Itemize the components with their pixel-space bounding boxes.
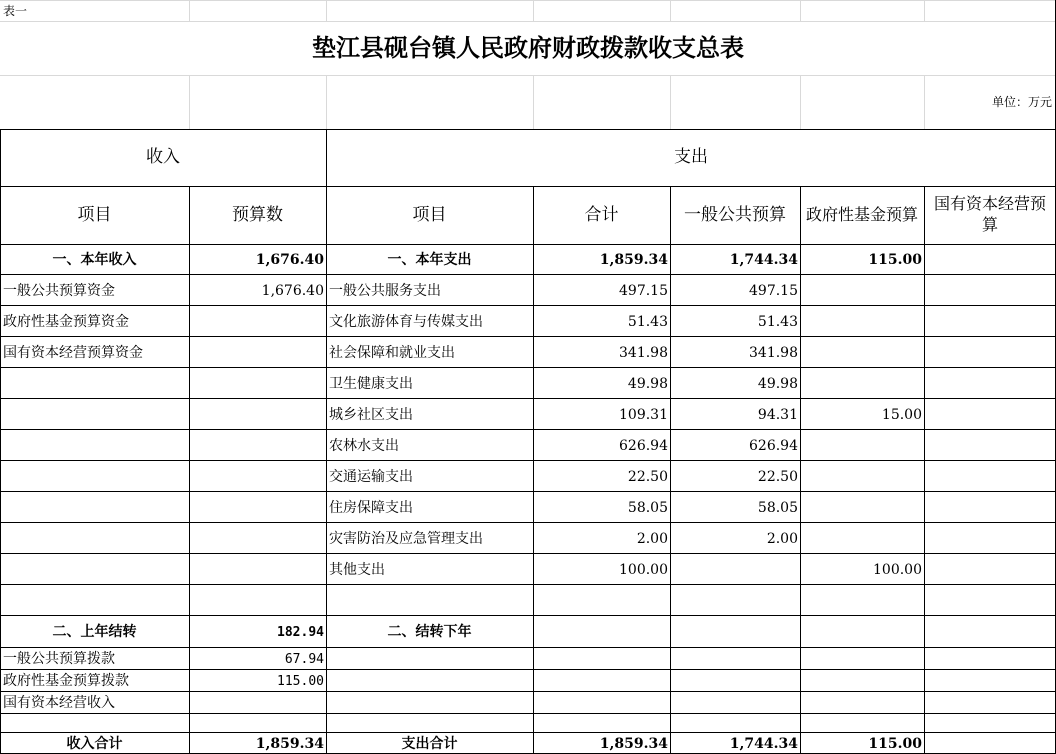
expense-total-cell[interactable]: 626.94	[619, 437, 668, 454]
income-amount-cell[interactable]	[189, 430, 326, 461]
general-budget-amount-cell[interactable]	[670, 670, 800, 692]
fund-budget-amount-cell[interactable]	[800, 585, 924, 616]
capital-budget-amount-cell[interactable]	[924, 670, 1056, 692]
income-item-cell[interactable]	[0, 368, 189, 399]
income-item-header[interactable]: 项目	[77, 204, 112, 225]
expense-total-cell[interactable]	[533, 692, 670, 714]
expense-total-cell[interactable]: 497.15	[619, 282, 668, 299]
expense-total-cell[interactable]: 22.50	[627, 468, 668, 485]
capital-budget-amount-cell[interactable]	[924, 714, 1056, 733]
expense-total-cell[interactable]	[533, 714, 670, 733]
expense-item-cell[interactable]: 文化旅游体育与传媒支出	[329, 313, 483, 330]
expense-item-cell[interactable]	[326, 670, 533, 692]
income-header[interactable]: 收入	[146, 147, 180, 167]
income-item-cell[interactable]	[0, 585, 189, 616]
income-item-cell[interactable]: 政府性基金预算资金	[3, 313, 129, 330]
income-amount-cell[interactable]	[189, 554, 326, 585]
unit-label[interactable]: 单位：万元	[991, 95, 1052, 109]
income-amount-cell[interactable]	[189, 368, 326, 399]
expense-total-cell[interactable]	[533, 670, 670, 692]
expense-item-cell[interactable]: 住房保障支出	[329, 499, 413, 516]
expense-header[interactable]: 支出	[674, 147, 708, 167]
income-amount-cell[interactable]	[189, 337, 326, 368]
expense-total-cell[interactable]: 51.43	[627, 313, 668, 330]
expense-item-cell[interactable]: 社会保障和就业支出	[329, 344, 455, 361]
capital-budget-amount-cell[interactable]	[924, 733, 1056, 754]
income-amount-cell[interactable]: 67.94	[284, 651, 324, 667]
fund-budget-amount-cell[interactable]	[800, 670, 924, 692]
income-item-cell[interactable]	[0, 523, 189, 554]
general-budget-amount-cell[interactable]: 2.00	[766, 530, 798, 547]
capital-budget-amount-cell[interactable]	[924, 306, 1056, 337]
expense-total-cell[interactable]: 109.31	[619, 406, 668, 423]
capital-budget-amount-cell[interactable]	[924, 648, 1056, 670]
income-item-cell[interactable]: 二、上年结转	[52, 624, 137, 640]
fund-budget-amount-cell[interactable]	[800, 275, 924, 306]
fund-budget-amount-cell[interactable]: 115.00	[868, 251, 922, 268]
capital-budget-amount-cell[interactable]	[924, 244, 1056, 275]
sheet-title[interactable]: 垫江县砚台镇人民政府财政拨款收支总表	[312, 33, 744, 62]
expense-total-cell[interactable]: 341.98	[619, 344, 668, 361]
fund-budget-amount-cell[interactable]	[800, 306, 924, 337]
income-item-cell[interactable]: 一般公共预算拨款	[3, 651, 115, 667]
fund-budget-amount-cell[interactable]	[800, 523, 924, 554]
expense-total-cell[interactable]: 58.05	[627, 499, 668, 516]
capital-budget-amount-cell[interactable]	[924, 399, 1056, 430]
expense-total-cell[interactable]: 2.00	[636, 530, 668, 547]
fund-budget-amount-cell[interactable]	[800, 648, 924, 670]
fund-budget-amount-cell[interactable]	[800, 692, 924, 714]
capital-budget-amount-cell[interactable]	[924, 368, 1056, 399]
expense-item-cell[interactable]	[326, 585, 533, 616]
expense-item-cell[interactable]: 灾害防治及应急管理支出	[329, 530, 483, 547]
expense-item-cell[interactable]: 一、本年支出	[387, 251, 472, 268]
general-budget-amount-cell[interactable]: 1,744.34	[729, 735, 798, 752]
expense-total-cell[interactable]: 49.98	[627, 375, 668, 392]
income-amount-cell[interactable]: 1,676.40	[261, 282, 324, 299]
income-amount-cell[interactable]: 1,859.34	[255, 735, 324, 752]
expense-item-cell[interactable]: 一般公共服务支出	[329, 282, 441, 299]
income-amount-cell[interactable]: 1,676.40	[255, 251, 324, 268]
income-item-cell[interactable]: 政府性基金预算拨款	[3, 673, 129, 689]
fund-budget-amount-cell[interactable]: 15.00	[881, 406, 922, 423]
income-amount-cell[interactable]: 115.00	[277, 673, 324, 689]
expense-item-cell[interactable]: 卫生健康支出	[329, 375, 413, 392]
capital-budget-amount-cell[interactable]	[924, 692, 1056, 714]
general-budget-amount-cell[interactable]: 1,744.34	[729, 251, 798, 268]
income-amount-cell[interactable]	[189, 692, 326, 714]
income-item-cell[interactable]	[0, 714, 189, 733]
fund-budget-header[interactable]: 政府性基金预算	[806, 204, 918, 224]
expense-total-header[interactable]: 合计	[584, 204, 619, 225]
expense-item-cell[interactable]: 交通运输支出	[329, 468, 413, 485]
general-budget-amount-cell[interactable]	[670, 648, 800, 670]
expense-item-cell[interactable]: 农林水支出	[329, 437, 399, 454]
general-budget-header[interactable]: 一般公共预算	[684, 204, 786, 225]
income-item-cell[interactable]	[0, 430, 189, 461]
general-budget-amount-cell[interactable]	[670, 585, 800, 616]
capital-budget-header[interactable]: 国有资本经营预算	[933, 194, 1046, 234]
expense-total-cell[interactable]: 1,859.34	[599, 251, 668, 268]
general-budget-amount-cell[interactable]: 49.98	[757, 375, 798, 392]
income-item-cell[interactable]: 一般公共预算资金	[3, 282, 115, 299]
expense-total-cell[interactable]	[533, 585, 670, 616]
capital-budget-amount-cell[interactable]	[924, 461, 1056, 492]
expense-item-cell[interactable]	[326, 714, 533, 733]
fund-budget-amount-cell[interactable]	[800, 368, 924, 399]
fund-budget-amount-cell[interactable]	[800, 430, 924, 461]
fund-budget-amount-cell[interactable]	[800, 461, 924, 492]
fund-budget-amount-cell[interactable]	[800, 492, 924, 523]
general-budget-amount-cell[interactable]	[670, 714, 800, 733]
income-amount-cell[interactable]	[189, 306, 326, 337]
income-amount-cell[interactable]	[189, 523, 326, 554]
capital-budget-amount-cell[interactable]	[924, 275, 1056, 306]
income-amount-header[interactable]: 预算数	[232, 204, 283, 225]
table-code[interactable]: 表一	[3, 3, 28, 18]
capital-budget-amount-cell[interactable]	[924, 554, 1056, 585]
capital-budget-amount-cell[interactable]	[924, 585, 1056, 616]
expense-total-cell[interactable]	[533, 616, 670, 648]
expense-total-cell[interactable]: 100.00	[619, 561, 668, 578]
income-amount-cell[interactable]	[189, 585, 326, 616]
fund-budget-amount-cell[interactable]	[800, 714, 924, 733]
expense-item-cell[interactable]: 二、结转下年	[387, 624, 472, 640]
income-item-cell[interactable]	[0, 399, 189, 430]
expense-item-cell[interactable]	[326, 692, 533, 714]
general-budget-amount-cell[interactable]: 94.31	[757, 406, 798, 423]
income-item-cell[interactable]	[0, 492, 189, 523]
income-item-cell[interactable]	[0, 554, 189, 585]
fund-budget-amount-cell[interactable]: 115.00	[868, 735, 922, 752]
general-budget-amount-cell[interactable]: 626.94	[749, 437, 798, 454]
general-budget-amount-cell[interactable]	[670, 554, 800, 585]
income-item-cell[interactable]: 收入合计	[66, 735, 123, 752]
general-budget-amount-cell[interactable]	[670, 692, 800, 714]
fund-budget-amount-cell[interactable]	[800, 337, 924, 368]
income-item-cell[interactable]: 国有资本经营收入	[3, 695, 115, 711]
expense-item-cell[interactable]: 城乡社区支出	[329, 406, 413, 423]
general-budget-amount-cell[interactable]: 51.43	[757, 313, 798, 330]
general-budget-amount-cell[interactable]: 58.05	[757, 499, 798, 516]
capital-budget-amount-cell[interactable]	[924, 523, 1056, 554]
income-amount-cell[interactable]	[189, 714, 326, 733]
income-item-cell[interactable]: 国有资本经营预算资金	[3, 344, 143, 361]
income-item-cell[interactable]	[0, 461, 189, 492]
capital-budget-amount-cell[interactable]	[924, 492, 1056, 523]
capital-budget-amount-cell[interactable]	[924, 430, 1056, 461]
expense-item-cell[interactable]: 其他支出	[329, 561, 385, 578]
expense-item-header[interactable]: 项目	[412, 204, 447, 225]
income-item-cell[interactable]: 一、本年收入	[52, 251, 137, 268]
capital-budget-amount-cell[interactable]	[924, 337, 1056, 368]
expense-item-cell[interactable]	[326, 648, 533, 670]
income-amount-cell[interactable]: 182.94	[277, 624, 324, 640]
expense-total-cell[interactable]: 1,859.34	[599, 735, 668, 752]
general-budget-amount-cell[interactable]: 22.50	[757, 468, 798, 485]
income-amount-cell[interactable]	[189, 492, 326, 523]
general-budget-amount-cell[interactable]: 497.15	[749, 282, 798, 299]
expense-item-cell[interactable]: 支出合计	[401, 735, 458, 752]
general-budget-amount-cell[interactable]	[670, 616, 800, 648]
expense-total-cell[interactable]	[533, 648, 670, 670]
general-budget-amount-cell[interactable]: 341.98	[749, 344, 798, 361]
income-amount-cell[interactable]	[189, 399, 326, 430]
income-amount-cell[interactable]	[189, 461, 326, 492]
fund-budget-amount-cell[interactable]	[800, 616, 924, 648]
fund-budget-amount-cell[interactable]: 100.00	[873, 561, 922, 578]
capital-budget-amount-cell[interactable]	[924, 616, 1056, 648]
